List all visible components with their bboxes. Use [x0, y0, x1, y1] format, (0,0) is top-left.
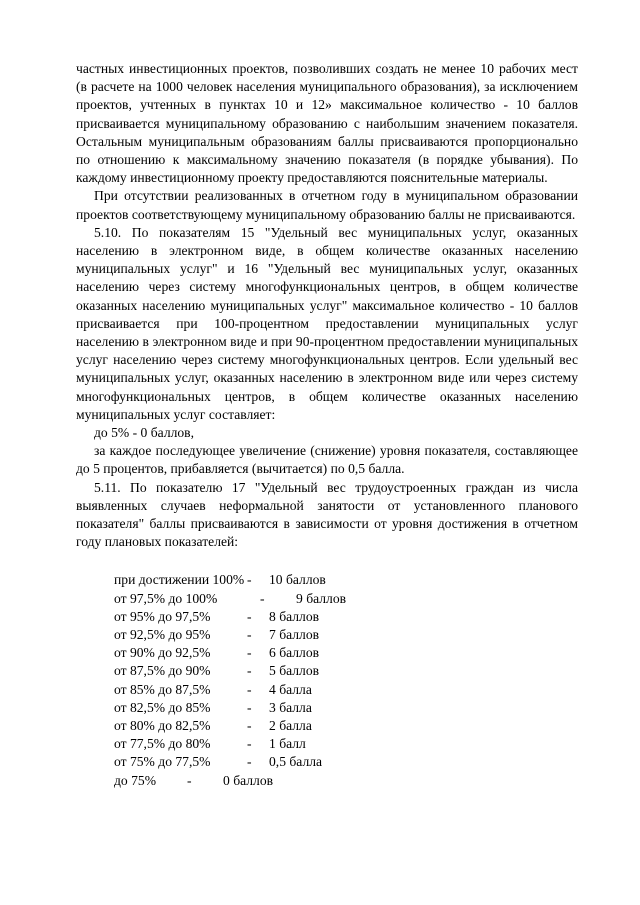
scale-dash: -	[247, 754, 252, 770]
scale-row	[114, 772, 414, 790]
scale-points: 4 балла	[269, 681, 312, 697]
scale-range: до 75%	[114, 772, 157, 788]
paragraph-no-projects: При отсутствии реализованных в отчетном году в муниципальном образовании проектов соответствующему муниципальному образованию баллы не присваиваются.	[76, 188, 578, 222]
scale-range: от 75% до 77,5%	[114, 754, 211, 770]
scale-dash: -	[247, 736, 252, 752]
scale-range: от 92,5% до 95%	[114, 627, 211, 643]
paragraph-clause-5-11: 5.11. По показателю 17 "Удельный вес трудоустроенных граждан из числа выявленных случаев неформальной занятости от установленного планового показателя" баллы присваиваются в зависимости от уровня достижения в отчетном году плановых показателей:	[76, 479, 578, 550]
scale-row	[114, 681, 414, 699]
scale-points: 0 баллов	[223, 772, 274, 788]
scale-dash: -	[247, 645, 252, 661]
spacer	[76, 551, 578, 571]
scale-range: от 77,5% до 80%	[114, 736, 211, 752]
scale-row	[114, 699, 414, 717]
scale-range: от 87,5% до 90%	[114, 663, 211, 679]
scale-row	[114, 662, 414, 680]
scale-range: от 90% до 92,5%	[114, 645, 211, 661]
scale-row	[114, 571, 414, 589]
scale-row	[114, 608, 414, 626]
scale-row	[114, 644, 414, 662]
scale-row	[114, 735, 414, 753]
scale-points: 1 балл	[269, 736, 306, 752]
scale-dash: -	[247, 627, 252, 643]
paragraph-clause-5-10: 5.10. По показателям 15 "Удельный вес муниципальных услуг, оказанных населению в электронном виде, в общем количестве оказанных населению муниципальных услуг" и 16 "Удельный вес муниципальных услуг, оказанных населению через систему многофункциональных центров, в общем количестве оказанных населению муниципальных услуг" максимальное количество - 10 баллов присваивается при 100-процентном предоставлении муниципальных услуг населению в электронном виде и при 90-процентном предоставлении муниципальных услуг населению через систему многофункциональных центров. Если удельный вес муниципальных услуг, оказанных населению в электронном виде или через систему многофункциональных центров, в общем количестве оказанных населению муниципальных услуг составляет:	[76, 224, 578, 422]
scale-dash: -	[187, 772, 192, 788]
scale-dash: -	[247, 699, 252, 715]
scale-range: при достижении 100%	[114, 572, 245, 588]
scale-range: от 82,5% до 85%	[114, 699, 211, 715]
scale-points: 2 балла	[269, 717, 312, 733]
scale-row	[114, 717, 414, 735]
scale-dash: -	[247, 608, 252, 624]
scale-points: 3 балла	[269, 699, 312, 715]
scale-dash: -	[247, 572, 252, 588]
scale-points: 5 баллов	[269, 663, 320, 679]
paragraph-investment-projects: частных инвестиционных проектов, позволивших создать не менее 10 рабочих мест (в расчете на 1000 человек населения муниципального образования), за исключением проектов, учтенных в пунктах 10 и 12» максимальное количество - 10 баллов присваивается муниципальному образованию с наибольшим значением показателя. Остальным муниципальным образованиям баллы присваиваются пропорционально по отношению к максимальному значению показателя (в порядке убывания). По каждому инвестиционному проекту предоставляются пояснительные материалы.	[76, 61, 578, 186]
scale-row	[114, 590, 414, 608]
scale-range: от 85% до 87,5%	[114, 681, 211, 697]
paragraph-up-to-5-percent: до 5% - 0 баллов,	[94, 425, 195, 441]
scale-dash: -	[260, 590, 265, 606]
document-page	[76, 60, 578, 790]
scale-points: 9 баллов	[296, 590, 347, 606]
scale-points: 8 баллов	[269, 608, 320, 624]
scale-row	[114, 753, 414, 771]
scale-dash: -	[247, 681, 252, 697]
points-scale-list	[114, 571, 414, 789]
scale-row	[114, 626, 414, 644]
paragraph-increment-rule: за каждое последующее увеличение (снижение) уровня показателя, составляющее до 5 процентов, прибавляется (вычитается) по 0,5 балла.	[76, 443, 578, 477]
scale-points: 0,5 балла	[269, 754, 323, 770]
scale-range: от 95% до 97,5%	[114, 608, 211, 624]
scale-dash: -	[247, 717, 252, 733]
scale-dash: -	[247, 663, 252, 679]
scale-points: 7 баллов	[269, 627, 320, 643]
scale-points: 6 баллов	[269, 645, 320, 661]
scale-range: от 97,5% до 100%	[114, 590, 218, 606]
scale-points: 10 баллов	[269, 572, 326, 588]
scale-range: от 80% до 82,5%	[114, 717, 211, 733]
